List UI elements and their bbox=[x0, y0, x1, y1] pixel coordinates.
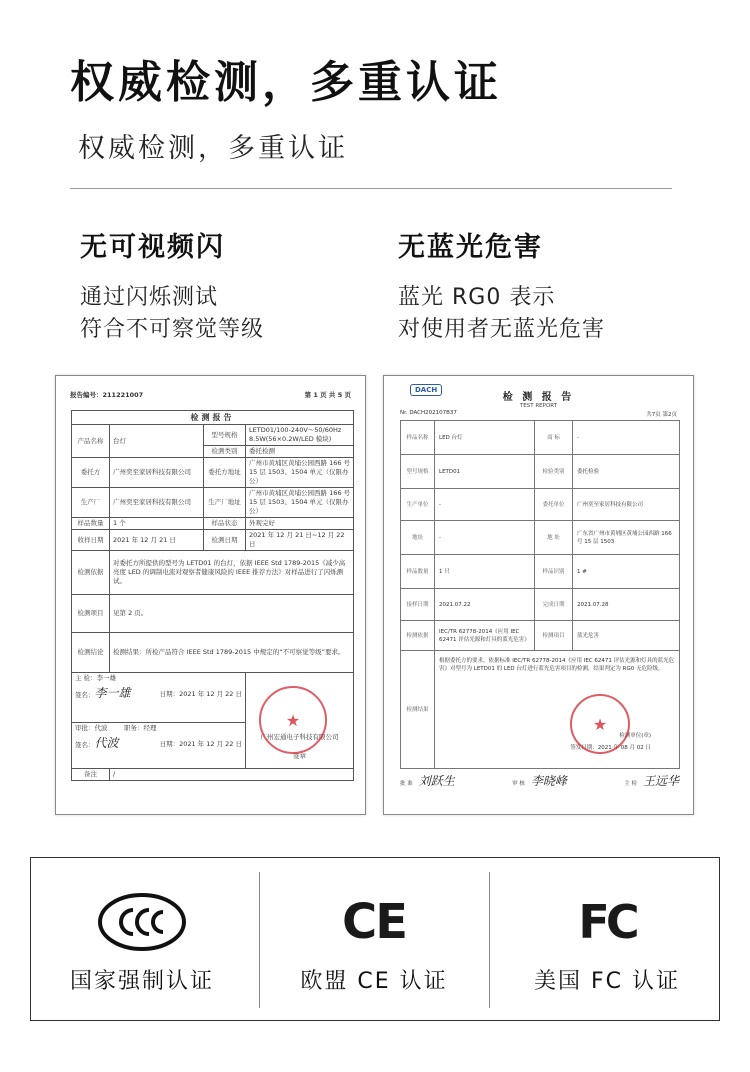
approver-signature: 刘跃生 bbox=[418, 774, 455, 788]
page-title: 权威检测，多重认证 bbox=[70, 57, 502, 108]
inspector-signature: 李一雄 bbox=[94, 686, 131, 700]
report-page: 第 1 页 共 5 页 bbox=[304, 391, 351, 399]
company-seal-stamp bbox=[259, 686, 327, 754]
feature-bluelight bbox=[398, 225, 605, 346]
page-subtitle: 权威检测，多重认证 bbox=[78, 133, 348, 164]
marks-divider bbox=[489, 872, 490, 1008]
feature-flicker-line-2: 符合不可察觉等级 bbox=[80, 317, 265, 342]
ce-icon: CE bbox=[341, 894, 406, 950]
feature-bluelight-title: 无蓝光危害 bbox=[398, 232, 543, 263]
feature-bluelight-line-1: 蓝光 RG0 表示 bbox=[398, 285, 556, 310]
report2-page: 共7页 第2页 bbox=[646, 412, 677, 418]
header-divider bbox=[70, 188, 672, 189]
feature-flicker-title: 无可视频闪 bbox=[80, 232, 225, 263]
report-table: 检测报告 产品名称 台灯 型号规格 LETD01/100-240V～50/60Hz 8.5W(56×0.2W/LED 模块) 检测类别 委托检测 委托方 广州奕至家居科技有限公司 委托方地址 广州市黄埔区黄埔公园西路 166 号 15 层 1503、1504 单元（仅限办公） 生产厂 广州奕至家居科技有限公司 生产厂地址 广州市黄埔区黄埔公园西路 166 号 15 层 1503、1504 单元（仅限办公） 样品数量 1 个 样品状态 外观完好 收样日期 2021 年 12 月 21 日 检测日期 2021 年 12 月 21 日~12 月 22 日 检测依据 对委托方所提供的型号为 LETD01 的台灯，依据 IEEE Std 1789-2015《减少高亮度 LED 的调制电流对观察者健康风险的 IEEE 推荐方法》对样品进行了闪烁测试。 检测项目 见第 2 页。 检测结论 检测结果：所检产品符合 IEEE Std 1789-2015 中规定的“不可察觉等级”要求。 主 检：李一雄 签名：李一雄 日期：2021 年 12 月 22 日 广州宏通电子科技有限公司 签章 审批：代波 职务：经理 签名：代波 日期：2021 年 12 月 22 日 备注 / bbox=[71, 410, 354, 781]
dach-logo: DACH bbox=[410, 384, 442, 396]
report2-title: 检 测 报 告 bbox=[502, 392, 575, 403]
ccc-mark bbox=[31, 858, 253, 1022]
reviewer-signature: 代波 bbox=[94, 736, 119, 750]
feature-flicker-line-1: 通过闪烁测试 bbox=[80, 285, 219, 310]
tester-signature: 王远华 bbox=[642, 774, 679, 788]
ce-mark bbox=[265, 858, 483, 1022]
fc-icon: FC bbox=[578, 895, 636, 949]
fc-mark bbox=[495, 858, 719, 1022]
fc-label: 美国 FC 认证 bbox=[533, 969, 680, 994]
feature-flicker bbox=[80, 225, 264, 346]
report-table-title: 检测报告 bbox=[72, 411, 354, 425]
certification-marks bbox=[30, 857, 720, 1021]
ce-label: 欧盟 CE 认证 bbox=[300, 969, 448, 994]
ccc-icon bbox=[97, 892, 187, 952]
feature-bluelight-line-2: 对使用者无蓝光危害 bbox=[398, 317, 606, 342]
seal-star-icon: ★ bbox=[285, 710, 301, 730]
flicker-test-report bbox=[55, 375, 366, 815]
report-number: 报告编号：211221007 bbox=[70, 391, 144, 399]
bluelight-test-report bbox=[383, 375, 694, 815]
report2-table: 样品名称 LED 台灯 商 标 - 型号规格 LETD01 检验类别 委托检验 生产单位 - 委托单位 广州奕至家居科技有限公司 地址 - 地 址 广东省广州市黄埔区黄埔公园西路 166 号 15 层 1503 样品数量 1 只 样品识别 1 # 接样日期 2021.07.22 完成日期 2021.07.28 检测依据 IEC/TR 62778-2014《应用 IEC 62471 评估光源和灯具的蓝光危害》 检测项目 蓝光危害 检测结果 根据委托方的要求，依据标准 IEC/TR 62778-2014《应用 IEC 62471 评估光源和灯具的蓝光危害》对型号为 LETD01 的 LED 台灯进行蓝光危害项目的检测，结果判定为 RG0 无危险级。 检测单位(章) 签发日期：2021 年 08 月 02 日 bbox=[400, 420, 680, 769]
ccc-label: 国家强制认证 bbox=[69, 969, 214, 994]
reviewer-signature: 李晓峰 bbox=[530, 774, 567, 788]
seal-star-icon: ★ bbox=[592, 714, 608, 734]
dach-seal-stamp bbox=[570, 694, 630, 754]
marks-divider bbox=[259, 872, 260, 1008]
report2-subtitle: TEST REPORT bbox=[519, 403, 558, 409]
report2-signature-row: 批 准 刘跃生 审 核 李晓峰 主 检 王远华 bbox=[400, 774, 679, 788]
report2-number: Nr. DACH202107B37 bbox=[400, 410, 457, 416]
